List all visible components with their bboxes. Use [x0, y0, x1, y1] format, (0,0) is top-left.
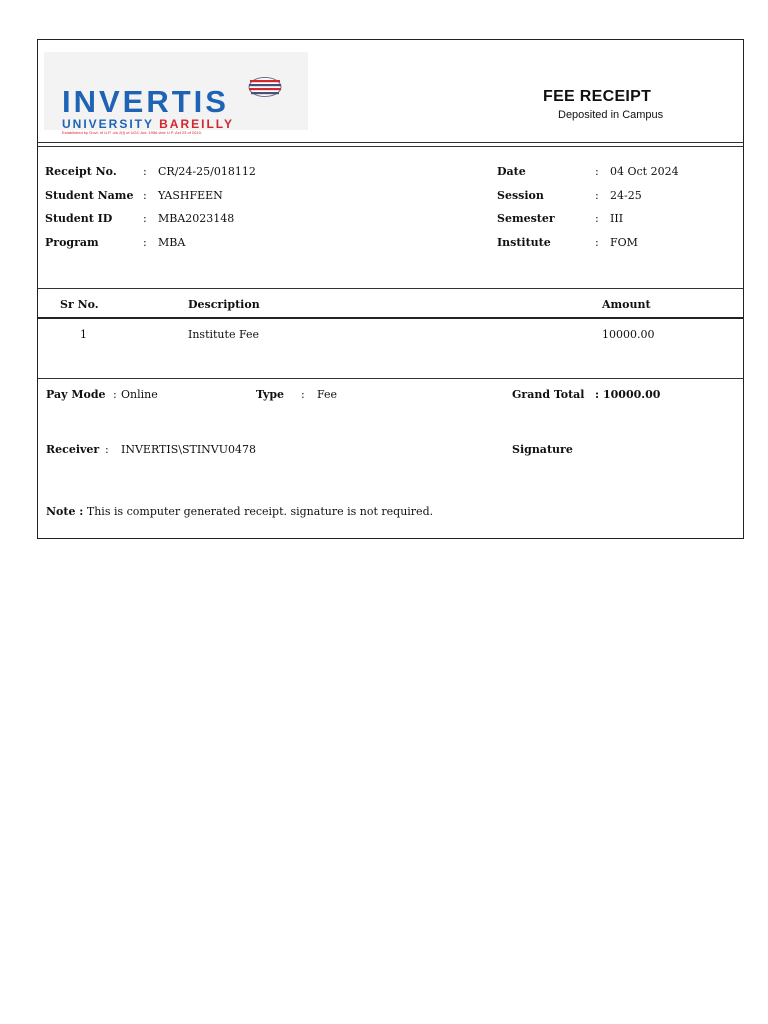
- pay-mode-label: Pay Mode: [46, 388, 106, 401]
- globe-icon: [248, 77, 282, 97]
- date-value: 04 Oct 2024: [610, 165, 679, 178]
- receiver-colon: :: [105, 443, 109, 456]
- logo-city: BAREILLY: [159, 117, 235, 131]
- session-label: Session: [497, 189, 544, 202]
- fee-receipt: [37, 39, 744, 539]
- institute-colon: :: [595, 236, 599, 249]
- logo-subtitle: [62, 118, 234, 130]
- table-cell-description: Institute Fee: [188, 328, 259, 341]
- receipt-header: [38, 40, 743, 144]
- table-cell-amount: 10000.00: [602, 328, 655, 341]
- header-divider-bottom: [38, 146, 743, 147]
- type-label: Type: [256, 388, 285, 401]
- col-header-amount: Amount: [602, 298, 651, 311]
- note-text: This is computer generated receipt. signature is not required.: [86, 505, 434, 518]
- grand-total-value: 10000.00: [603, 388, 661, 401]
- receiver-value: INVERTIS\STINVU0478: [121, 443, 257, 456]
- student-id-value: MBA2023148: [158, 212, 235, 225]
- student-name-label: Student Name: [45, 189, 134, 202]
- date-colon: :: [595, 165, 599, 178]
- logo-tagline: Established by Govt. of U.P. u/s 2(f) of UGC Act, 1956 vide U.P. Act 23 of 2010.: [62, 130, 202, 135]
- receiver-label: Receiver: [46, 443, 100, 456]
- table-bottom-rule: [38, 378, 743, 379]
- receipt-subtitle: Deposited in Campus: [558, 109, 664, 121]
- note-label: Note :: [46, 505, 84, 518]
- table-header-rule: [38, 317, 743, 319]
- type-colon: :: [301, 388, 305, 401]
- signature-label: Signature: [512, 443, 573, 456]
- grand-total-label: Grand Total: [512, 388, 585, 401]
- grand-total-colon: :: [595, 388, 600, 401]
- note: [46, 506, 433, 517]
- session-value: 24-25: [610, 189, 642, 202]
- university-logo: [44, 52, 308, 135]
- header-divider-top: [38, 142, 743, 143]
- student-id-label: Student ID: [45, 212, 113, 225]
- col-header-description: Description: [188, 298, 260, 311]
- institute-value: FOM: [610, 236, 638, 249]
- receipt-no-value: CR/24-25/018112: [158, 165, 256, 178]
- type-value: Fee: [317, 388, 338, 401]
- institute-label: Institute: [497, 236, 551, 249]
- pay-mode-colon: :: [113, 388, 117, 401]
- semester-label: Semester: [497, 212, 555, 225]
- program-colon: :: [143, 236, 147, 249]
- logo-university: UNIVERSITY: [62, 117, 154, 131]
- program-label: Program: [45, 236, 99, 249]
- semester-value: III: [610, 212, 624, 225]
- receipt-title: FEE RECEIPT: [543, 88, 652, 105]
- student-name-colon: :: [143, 189, 147, 202]
- pay-mode-value: Online: [121, 388, 158, 401]
- date-label: Date: [497, 165, 526, 178]
- logo-wordmark: INVERTIS: [62, 84, 229, 119]
- student-name-value: YASHFEEN: [158, 189, 223, 202]
- student-id-colon: :: [143, 212, 147, 225]
- col-header-sr-no: Sr No.: [60, 298, 99, 311]
- table-cell-sr: 1: [80, 328, 87, 341]
- semester-colon: :: [595, 212, 599, 225]
- table-top-rule: [38, 288, 743, 289]
- receipt-no-label: Receipt No.: [45, 165, 117, 178]
- program-value: MBA: [158, 236, 186, 249]
- session-colon: :: [595, 189, 599, 202]
- receipt-no-colon: :: [143, 165, 147, 178]
